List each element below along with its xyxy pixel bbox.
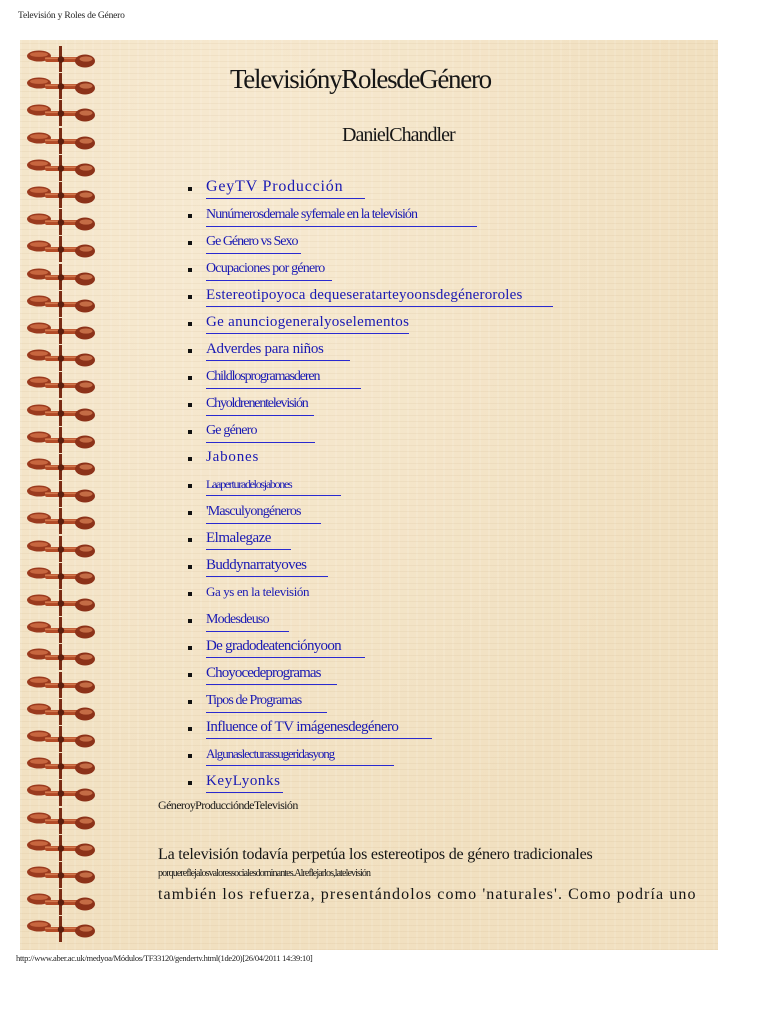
toc-link[interactable]: Algunaslecturassugeridasyong [206,743,394,766]
toc-link[interactable]: Estereotipoyoca dequeseratarteyoonsdegéneroroles [206,284,553,307]
toc-link[interactable]: Choyocedeprogramas [206,662,337,685]
toc-item [180,338,553,365]
toc-item [180,419,553,446]
toc-item [180,716,553,743]
bullet-icon [188,322,192,326]
toc-item [180,554,553,581]
paragraph-line: La televisión todavía perpetúa los estereotipos de género tradicionales [158,846,593,863]
toc-link[interactable]: Nunúmerosdemale syfemale en la televisión [206,204,477,227]
toc-item [180,662,553,689]
toc-item [180,608,553,635]
toc-link[interactable]: Modesdeuso [206,609,289,632]
toc-item [180,365,553,392]
toc-link[interactable]: Chyoldrenentelevisión [206,393,314,416]
page-content [20,40,718,950]
document-author: DanielChandler [342,124,455,146]
toc-item [180,284,553,311]
toc-link[interactable]: Ge anunciogeneralyoselementos [206,311,409,334]
bullet-icon [188,241,192,245]
paragraph-line: porquereflejalosvaloressocialesdominantes.Alreflejarlos,latelevisión [158,868,371,879]
toc-item [180,311,553,338]
bullet-icon [188,484,192,488]
paragraph-line: también los refuerza, presentándolos como 'naturales'. Como podría uno [158,886,697,903]
toc-link[interactable]: Tipos de Programas [206,690,327,713]
page-frame [20,40,718,950]
table-of-contents [180,176,553,797]
toc-item [180,527,553,554]
toc-link[interactable]: Ge Género vs Sexo [206,231,301,254]
toc-item [180,203,553,230]
bullet-icon [188,403,192,407]
bullet-icon [188,376,192,380]
toc-item [180,392,553,419]
bullet-icon [188,430,192,434]
bullet-icon [188,268,192,272]
bullet-icon [188,214,192,218]
toc-link[interactable]: GeyTV Producción [206,176,365,199]
bullet-icon [188,538,192,542]
bullet-icon [188,349,192,353]
toc-item [180,500,553,527]
toc-link[interactable]: Laaperturadelosjabones [206,473,341,496]
toc-link[interactable]: KeyLyonks [206,770,283,793]
toc-link[interactable]: Childlosprogramasderen [206,366,361,389]
section-heading: GéneroyProduccióndeTelevisión [158,798,298,812]
bullet-icon [188,592,192,596]
bullet-icon [188,646,192,650]
bullet-icon [188,457,192,461]
bullet-icon [188,511,192,515]
bullet-icon [188,565,192,569]
bullet-icon [188,673,192,677]
toc-link[interactable]: Buddynarratyoves [206,554,328,577]
bullet-icon [188,295,192,299]
toc-item [180,770,553,797]
bullet-icon [188,700,192,704]
toc-link[interactable]: Adverdes para niños [206,338,350,361]
toc-link[interactable]: Ge género [206,420,315,443]
toc-item [180,446,553,473]
toc-item [180,257,553,284]
toc-item [180,230,553,257]
toc-link[interactable]: 'Masculyongéneros [206,501,321,524]
toc-item [180,743,553,770]
bullet-icon [188,187,192,191]
toc-item [180,176,553,203]
toc-item [180,581,553,608]
bullet-icon [188,727,192,731]
bullet-icon [188,754,192,758]
toc-link[interactable]: Ga ys en la televisión [206,584,310,599]
document-footer: http://www.aber.ac.uk/medyoa/Módulos/TF33120/gendertv.html(1de20)[26/04/2011 14:39:10] [16,953,313,963]
bullet-icon [188,781,192,785]
toc-link[interactable]: Elmalegaze [206,527,291,550]
toc-item [180,689,553,716]
toc-link[interactable]: Influence of TV imágenesdegénero [206,716,432,739]
toc-link[interactable]: Ocupaciones por género [206,258,332,281]
toc-link[interactable]: De gradodeatenciónyoon [206,635,365,658]
bullet-icon [188,619,192,623]
toc-item [180,473,553,500]
toc-link[interactable]: Jabones [206,449,260,465]
document-title: TelevisiónyRolesdeGénero [230,64,491,94]
toc-item [180,635,553,662]
document-header: Televisión y Roles de Género [18,11,125,21]
